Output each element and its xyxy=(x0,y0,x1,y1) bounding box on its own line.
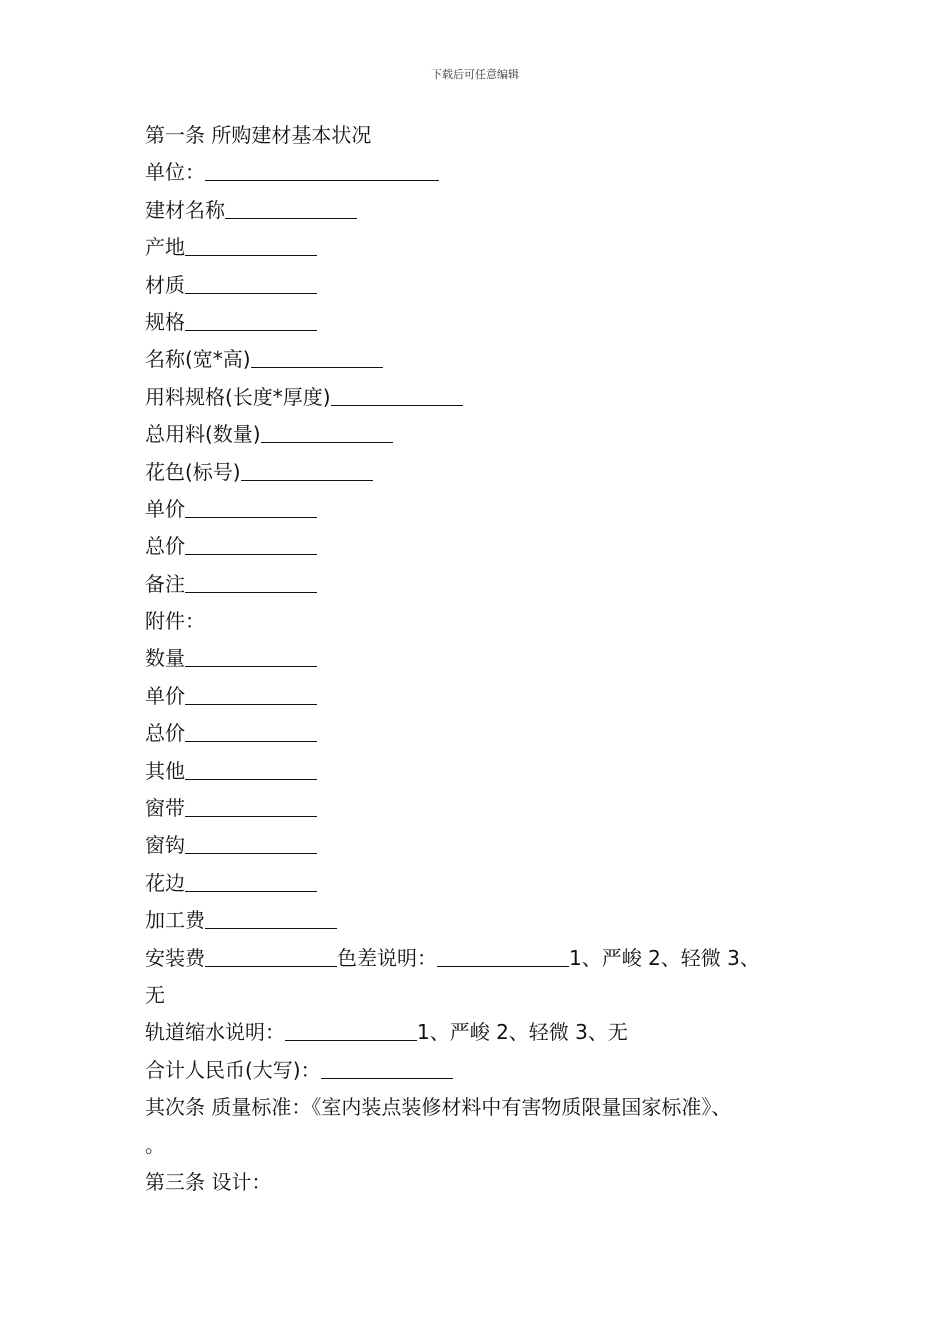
page-header: 下载后可任意编辑 xyxy=(431,68,519,81)
blank-line[interactable] xyxy=(185,680,317,705)
field-unit: 单位： xyxy=(145,154,835,191)
field-spec: 规格 xyxy=(145,304,835,341)
blank-line[interactable] xyxy=(185,642,317,667)
field-material-name: 建材名称 xyxy=(145,192,835,229)
blank-line[interactable] xyxy=(185,792,317,817)
blank-line[interactable] xyxy=(205,904,337,929)
blank-line[interactable] xyxy=(185,717,317,742)
blank-line[interactable] xyxy=(185,231,317,256)
blank-line[interactable] xyxy=(225,194,357,219)
field-unit-price: 单价 xyxy=(145,491,835,528)
blank-line[interactable] xyxy=(285,1016,417,1041)
blank-line[interactable] xyxy=(321,1054,453,1079)
blank-line[interactable] xyxy=(205,942,337,967)
field-att-total-price: 总价 xyxy=(145,715,835,752)
article-1-title: 第一条 所购建材基本状况 xyxy=(145,123,372,147)
field-total-rmb: 合计人民币(大写)： xyxy=(145,1052,835,1089)
blank-line[interactable] xyxy=(241,456,373,481)
blank-line[interactable] xyxy=(185,829,317,854)
field-quality: 材质 xyxy=(145,267,835,304)
article-3-title: 第三条 设计： xyxy=(145,1169,272,1194)
field-window-hook: 窗钩 xyxy=(145,827,835,864)
blank-line[interactable] xyxy=(185,493,317,518)
field-other: 其他 xyxy=(145,753,835,790)
field-processing-fee: 加工费 xyxy=(145,902,835,939)
attachment-heading: 附件： xyxy=(145,609,205,634)
field-lace: 花边 xyxy=(145,865,835,902)
article-2: 其次条 质量标准：《室内装点装修材料中有害物质限量国家标准》、 xyxy=(145,1095,732,1120)
field-total-price: 总价 xyxy=(145,528,835,565)
field-origin: 产地 xyxy=(145,229,835,266)
field-name-wh: 名称(宽*高) xyxy=(145,341,835,378)
blank-line[interactable] xyxy=(185,867,317,892)
blank-line[interactable] xyxy=(185,530,317,555)
article-2-wrap: 。 xyxy=(145,1132,165,1157)
field-total-usage: 总用料(数量) xyxy=(145,416,835,453)
field-att-unit-price: 单价 xyxy=(145,678,835,715)
field-pattern: 花色(标号) xyxy=(145,454,835,491)
field-window-belt: 窗带 xyxy=(145,790,835,827)
blank-line[interactable] xyxy=(185,269,317,294)
blank-line[interactable] xyxy=(185,755,317,780)
blank-line[interactable] xyxy=(205,156,439,181)
blank-line[interactable] xyxy=(331,381,463,406)
blank-line[interactable] xyxy=(185,306,317,331)
field-att-quantity: 数量 xyxy=(145,640,835,677)
field-remark: 备注 xyxy=(145,566,835,603)
field-usage-spec: 用料规格(长度*厚度) xyxy=(145,379,835,416)
field-track-shrink: 轨道缩水说明： 1、严峻 2、轻微 3、无 xyxy=(145,1014,835,1051)
blank-line[interactable] xyxy=(251,343,383,368)
document-body xyxy=(145,117,835,1201)
blank-line[interactable] xyxy=(261,418,393,443)
color-diff-wrap: 无 xyxy=(145,982,165,1007)
field-install-fee: 安装费 色差说明： 1、严峻 2、轻微 3、 xyxy=(145,940,835,977)
blank-line[interactable] xyxy=(185,568,317,593)
blank-line[interactable] xyxy=(437,942,569,967)
